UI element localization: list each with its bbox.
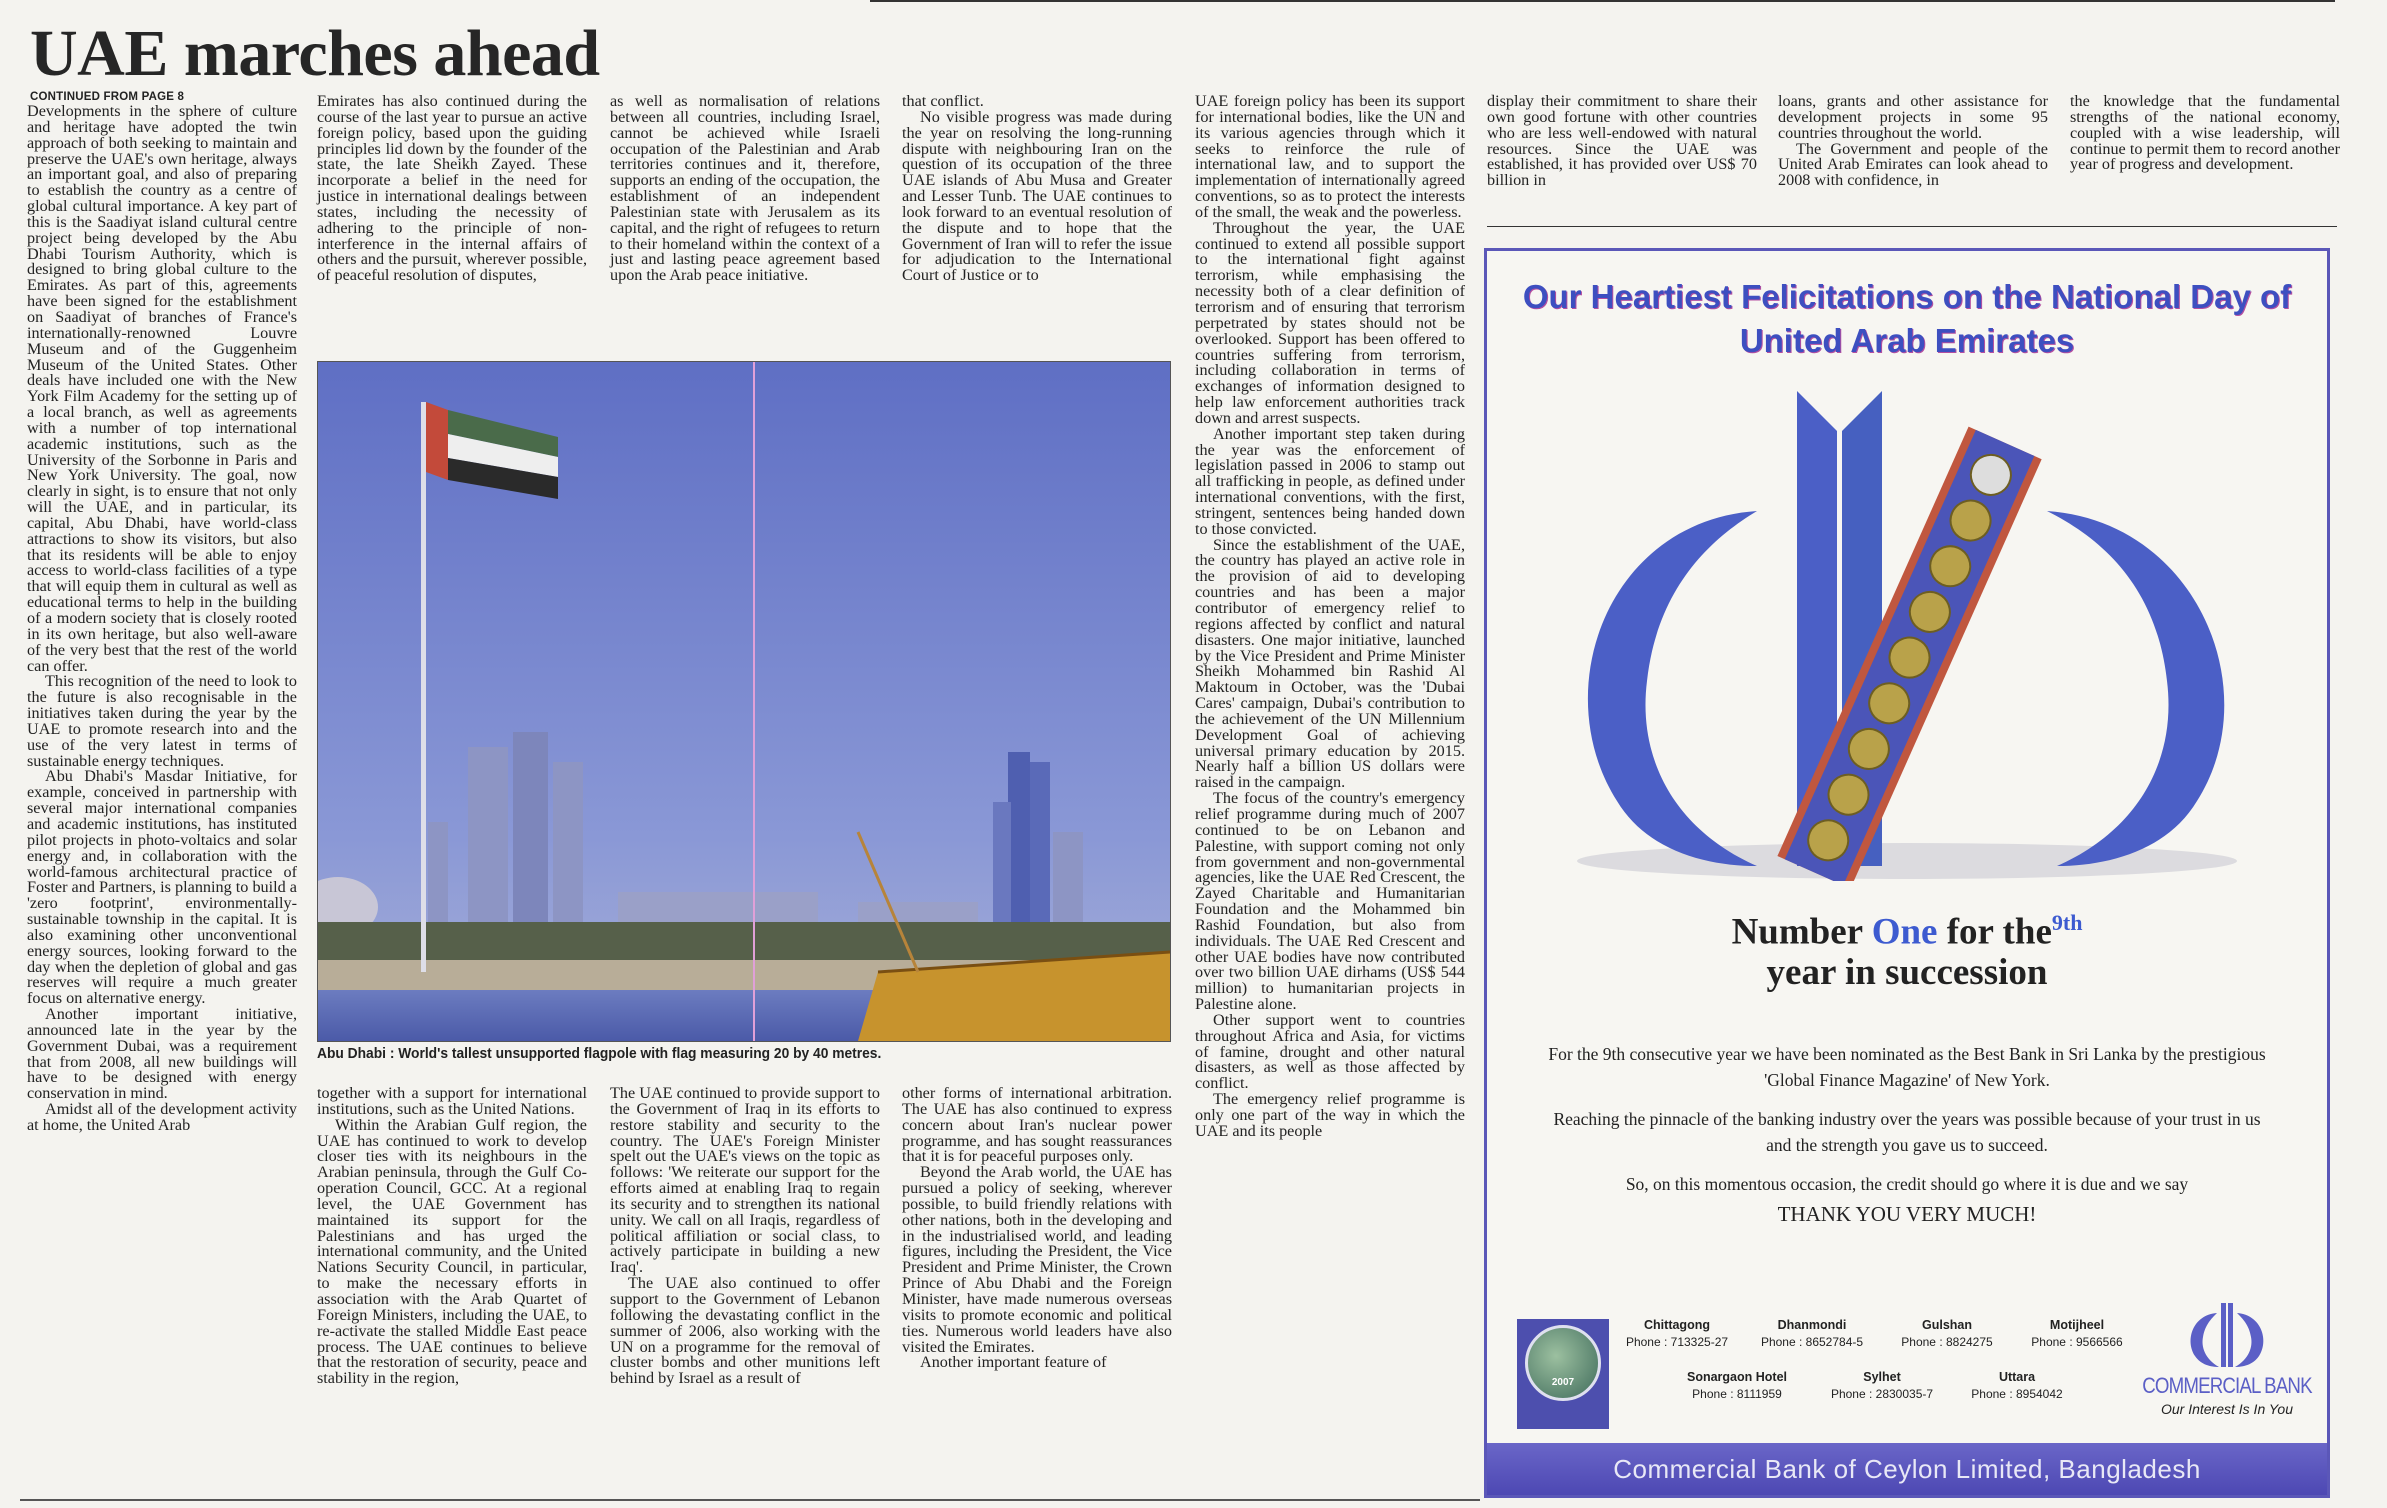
article-paragraph: The emergency relief programme is only one part of the way in which the UAE and its people [1195,1090,1465,1140]
brand-name: COMMERCIAL BANK [2142,1373,2312,1398]
article-paragraph: The Government and people of the United Arab Emirates can look ahead to 2008 with confidence, in [1778,139,2048,190]
branch-phone: Phone : 8954042 [1971,1387,2063,1401]
branch-phone: Phone : 8824275 [1901,1335,1993,1349]
flagpole-photo [317,361,1171,1042]
branch-name: Gulshan [1921,1318,1972,1332]
article-paragraph: Throughout the year, the UAE continued to extend all possible support to the international fight against terrorism, while emphasising the necessity both of a clear definition of terrorism and of ensuring that terrorism perpetrated by states should not be overlooked. Support has been offered to countries suffering from terrorism, including collaboration in terms of exchanges of information designed to help law enforcement authorities track down and arrest suspects. [1195,218,1465,427]
article-paragraph: Since the establishment of the UAE, the country has played an active role in the provision of aid to developing countries and has been a major contributor of emergency relief to regions affected by conflict and natural disasters. One major initiative, launched by the Vice President and Prime Minister Sheikh Mohammed bin Rashid Al Maktoum in October, was the 'Dubai Cares' campaign, Dubai's contribution to the achievement of the UN Millennium Development Goal of achieving universal primary education by 2015. Nearly half a billion US dollars were raised in the campaign. [1195,535,1465,792]
branch-name: Chittagong [1644,1318,1710,1332]
article-column-8-top [2070,94,2340,173]
article-column-3-bottom [610,1086,880,1387]
tagline-one: One [1871,911,1938,953]
commercial-bank-logo-icon [2177,1301,2277,1371]
ad-body-3: So, on this momentous occasion, the credit should go where it is due and we say [1625,1174,2189,1194]
article-paragraph: Emirates has also continued during the course of the last year to pursue an active foreign policy, based upon the guiding principles lid down by the founder of the state, the late Sheikh Zayed. These incorporate a belief in the need for justice in international dealings between states, including the necessity of adhering to the principle of non-interference in the internal affairs of others and the pursuit, wherever possible, of peaceful resolution of disputes, [317,92,587,285]
article-column-2-bottom [317,1086,587,1387]
article-column-4-bottom [902,1086,1172,1371]
branch-name: Sonargaon Hotel [1686,1370,1787,1384]
article-paragraph: that conflict. [902,92,984,110]
article-paragraph: Beyond the Arab world, the UAE has pursued a policy of seeking, wherever possible, to build friendly relations with other nations, both in the developing and in the industrialised world, and leading figures, including the President, the Vice President and Prime Minister, the Crown Prince of Abu Dhabi and the Foreign Minister, have made numerous overseas visits to promote economic and political ties. Numerous world leaders have also visited the Emirates. [902,1163,1172,1356]
branch-name: Sylhet [1863,1370,1901,1384]
top-rule [870,0,2335,2]
article-paragraph: Within the Arabian Gulf region, the UAE has continued to work to develop closer ties with its neighbours in the Arabian peninsula, through the Gulf Co-operation Council, GCC. At a regional level, the UAE Government has maintained its support for the Palestinians and has urged the international community, and the United Nations Security Council, in particular, to make the necessary efforts in association with the Arab Quartet of Foreign Ministers, including the UAE, to re-activate the stalled Middle East peace process. The UAE continues to believe that the restoration of security, peace and stability in the region, [317,1115,587,1388]
flagpole [421,402,426,972]
article-paragraph: Another important initiative, announced late in the year by the Government Dubai, was a requirement that from 2008, all new buildings will have to be designed with energy conservation in mind. [27,1005,297,1103]
palm-trees-band [318,922,1170,962]
award-year: 2007 [1551,1377,1575,1388]
branch-uttara [1952,1369,2082,1403]
branch-name: Dhanmondi [1777,1318,1847,1332]
ad-body-2: Reaching the pinnacle of the banking industry over the years was possible because of your trust in us and the strength you gave us to succeed. [1553,1109,2261,1155]
branch-phone: Phone : 9566566 [2031,1335,2123,1349]
article-paragraph: display their commitment to share their own good fortune with other countries who are less well-endowed with natural resources. Since the UAE was established, it has provided over US$ 70 billion in [1487,92,1757,190]
article-paragraph: Developments in the sphere of culture and heritage have adopted the twin approach of both seeking to maintain and preserve the UAE's own heritage, always an important goal, and also of preparing to establish the country as a centre of global cultural importance. A key part of this is the Saadiyat island cultural centre project being developed by the Abu Dhabi Tourism Authority, which is designed to bring global culture to the Emirates. As part of this, agreements have been signed for the establishment on Saadiyat of branches of France's internationally-renowned Louvre Museum and of the Guggenheim Museum of the United States. Other deals have included one with the New York Film Academy for the setting up of a local branch, as well as agreements with a number of top international academic institutions, such as the University of the Sorbonne in Paris and New York University. The goal, now clearly in sight, is to ensure that not only will the UAE, and in particular, its capital, Abu Dhabi, have world-class attractions to show its visitors, but also that its residents will be able to enjoy access to world-class facilities of a type that will equip them in cultural as well as educational terms to help in the building of a modern society that is closely rooted in its own heritage, but also well-aware of the very best that the rest of the world can offer. [27,102,297,675]
article-paragraph: other forms of international arbitration. The UAE has also continued to express concern about Iran's nuclear power programme, and has sought reassurances that it is for peaceful purposes only. [902,1084,1172,1166]
branch-name: Uttara [1998,1370,2036,1384]
branch-sylhet [1817,1369,1947,1403]
article-paragraph: Another important step taken during the year was the enforcement of legislation passed in 2006 to stamp out all trafficking in people, as defined under international conventions, with the first, stringent, sentences being handed down to those convicted. [1195,424,1465,538]
bank-logo-trophy-icon [1527,361,2287,881]
branch-phone: Phone : 8652784-5 [1760,1335,1864,1349]
right-columns-divider-rule [1487,226,2337,227]
ad-headline-line1: Our Heartiest Felicitations on the National Day of [1522,278,2292,315]
branch-dhanmondi [1752,1317,1872,1351]
branch-phone: Phone : 713325-27 [1625,1335,1729,1349]
branch-name: Motijheel [2049,1318,2105,1332]
brand-slogan: Our Interest Is In You [2160,1401,2294,1417]
ad-headline-line2: United Arab Emirates [1739,322,2075,359]
commercial-bank-advertisement [1484,248,2330,1498]
article-paragraph: the knowledge that the fundamental strengths of the national economy, coupled with a wise leadership, will continue to permit them to record another year of progress and development. [2070,92,2340,174]
branch-motijheel [2017,1317,2137,1351]
ad-thank-you: THANK YOU VERY MUCH! [1777,1202,2037,1226]
branch-gulshan [1887,1317,2007,1351]
tagline-ordinal-suffix: th [2062,910,2083,935]
bottom-rule [20,1499,1480,1501]
article-column-2-top [317,94,587,284]
article-headline: UAE marches ahead [30,17,600,90]
article-paragraph: UAE foreign policy has been its support for international bodies, like the UN and its various agencies through which it seeks to reinforce the rule of international law, and to support the implementation of internationally agreed conventions, so as to protect the interests of the small, the weak and the powerless. [1195,92,1465,221]
article-paragraph: Abu Dhabi's Masdar Initiative, for example, conceived in partnership with several major international companies and academic institutions, has instituted pilot projects in photo-voltaics and solar energy and, in collaboration with the world-famous architectural practice of Foster and Partners, is planning to build a 'zero footprint', environmentally-sustainable township in the capital. It is also examining other unconventional energy sources, looking forward to the day when the depletion of global and gas reserves will require a much greater focus on alternative energy. [27,767,297,1008]
article-paragraph: This recognition of the need to look to the future is also recognisable in the initiatives taken during the year by the UAE to promote research into and the use of the very latest in terms of sustainable energy techniques. [27,672,297,770]
article-column-3-top [610,94,880,284]
article-paragraph: Another important feature of [920,1353,1107,1372]
article-paragraph: loans, grants and other assistance for development projects in some 95 countries throughout the world. [1778,92,2048,142]
branch-sonargaon-hotel [1672,1369,1802,1403]
article-paragraph: Other support went to countries throughout Africa and Asia, for victims of famine, drought and other natural disasters, as well as those affected by conflict. [1195,1010,1465,1093]
branch-chittagong [1617,1317,1737,1351]
abu-dhabi-skyline-image [318,362,1170,1041]
tagline-word: Number [1731,911,1863,953]
branch-phone: Phone : 2830035-7 [1830,1387,1934,1401]
article-column-7-top [1778,94,2048,189]
article-paragraph: The UAE also continued to offer support to the Government of Lebanon following the devastating conflict in the summer of 2006, also working with the UN on a programme for the removal of cluster bombs and other munitions left behind by Israel as a result of [610,1274,880,1388]
article-paragraph: The focus of the country's emergency relief programme during much of 2007 continued to be on Lebanon and Palestine, with support coming not only from government and non-governmental agencies, like the UAE Red Crescent, the Zayed Charitable and Humanitarian Foundation and the Mohammed bin Rashid Foundation, but also from individuals. The UAE Red Crescent and other UAE bodies have now contributed over two billion UAE dirhams (US$ 544 million) to humanitarian projects in Palestine alone. [1195,789,1465,1014]
article-column-1 [27,104,297,1134]
ad-footer-banner: Commercial Bank of Ceylon Limited, Bangladesh [1487,1443,2327,1495]
ad-tagline-line2: year in succession [1766,952,2048,993]
photo-caption: Abu Dhabi : World's tallest unsupported flagpole with flag measuring 20 by 40 metres. [317,1045,882,1062]
award-badge [1517,1319,1609,1429]
article-column-6-top [1487,94,1757,189]
article-column-4-top [902,94,1172,284]
article-paragraph: as well as normalisation of relations between all countries, including Israel, cannot be achieved while Israeli occupation of the Palestinian and Arab territories continues and it, therefore, supports an ending of the occupation, the establishment of an independent Palestinian state with Jerusalem as its capital, and the right of refugees to return to their homeland within the context of a just and lasting peace agreement based upon the Arab peace initiative. [610,92,880,285]
continued-from-label: CONTINUED FROM PAGE 8 [30,91,185,103]
tagline-ordinal: 9 [2051,910,2063,935]
ad-body-1: For the 9th consecutive year we have been nominated as the Best Bank in Sri Lanka by the prestigious 'Global Finance Magazine' of New York. [1548,1044,2266,1090]
article-paragraph: The UAE continued to provide support to the Government of Iraq in its efforts to restore stability and security to the country. The UAE's Foreign Minister spelt out the UAE's views on the topic as follows: 'We reiterate our support for the efforts aimed at enabling Iraq to regain its security and to strengthen its national unity. We call on all Iraqis, regardless of political affiliation or social class, to actively participate in building a new Iraq'. [610,1084,880,1277]
tagline-word: for the [1946,911,2052,953]
article-paragraph: Amidst all of the development activity at home, the United Arab [27,1100,297,1134]
ad-tagline-line1 [1487,899,2327,956]
article-paragraph: No visible progress was made during the year on resolving the long-running dispute with neighbouring Iran on the question of its occupation of the three UAE islands of Abu Musa and Greater and Lesser Tunb. The UAE continues to look forward to an eventual resolution of the dispute and to hope that the Government of Iran will to refer the issue for adjudication to the International Court of Justice or to [902,107,1172,285]
article-paragraph: together with a support for international institutions, such as the United Nations. [317,1084,587,1118]
branch-phone: Phone : 8111959 [1692,1387,1782,1401]
article-column-5 [1195,94,1465,1140]
